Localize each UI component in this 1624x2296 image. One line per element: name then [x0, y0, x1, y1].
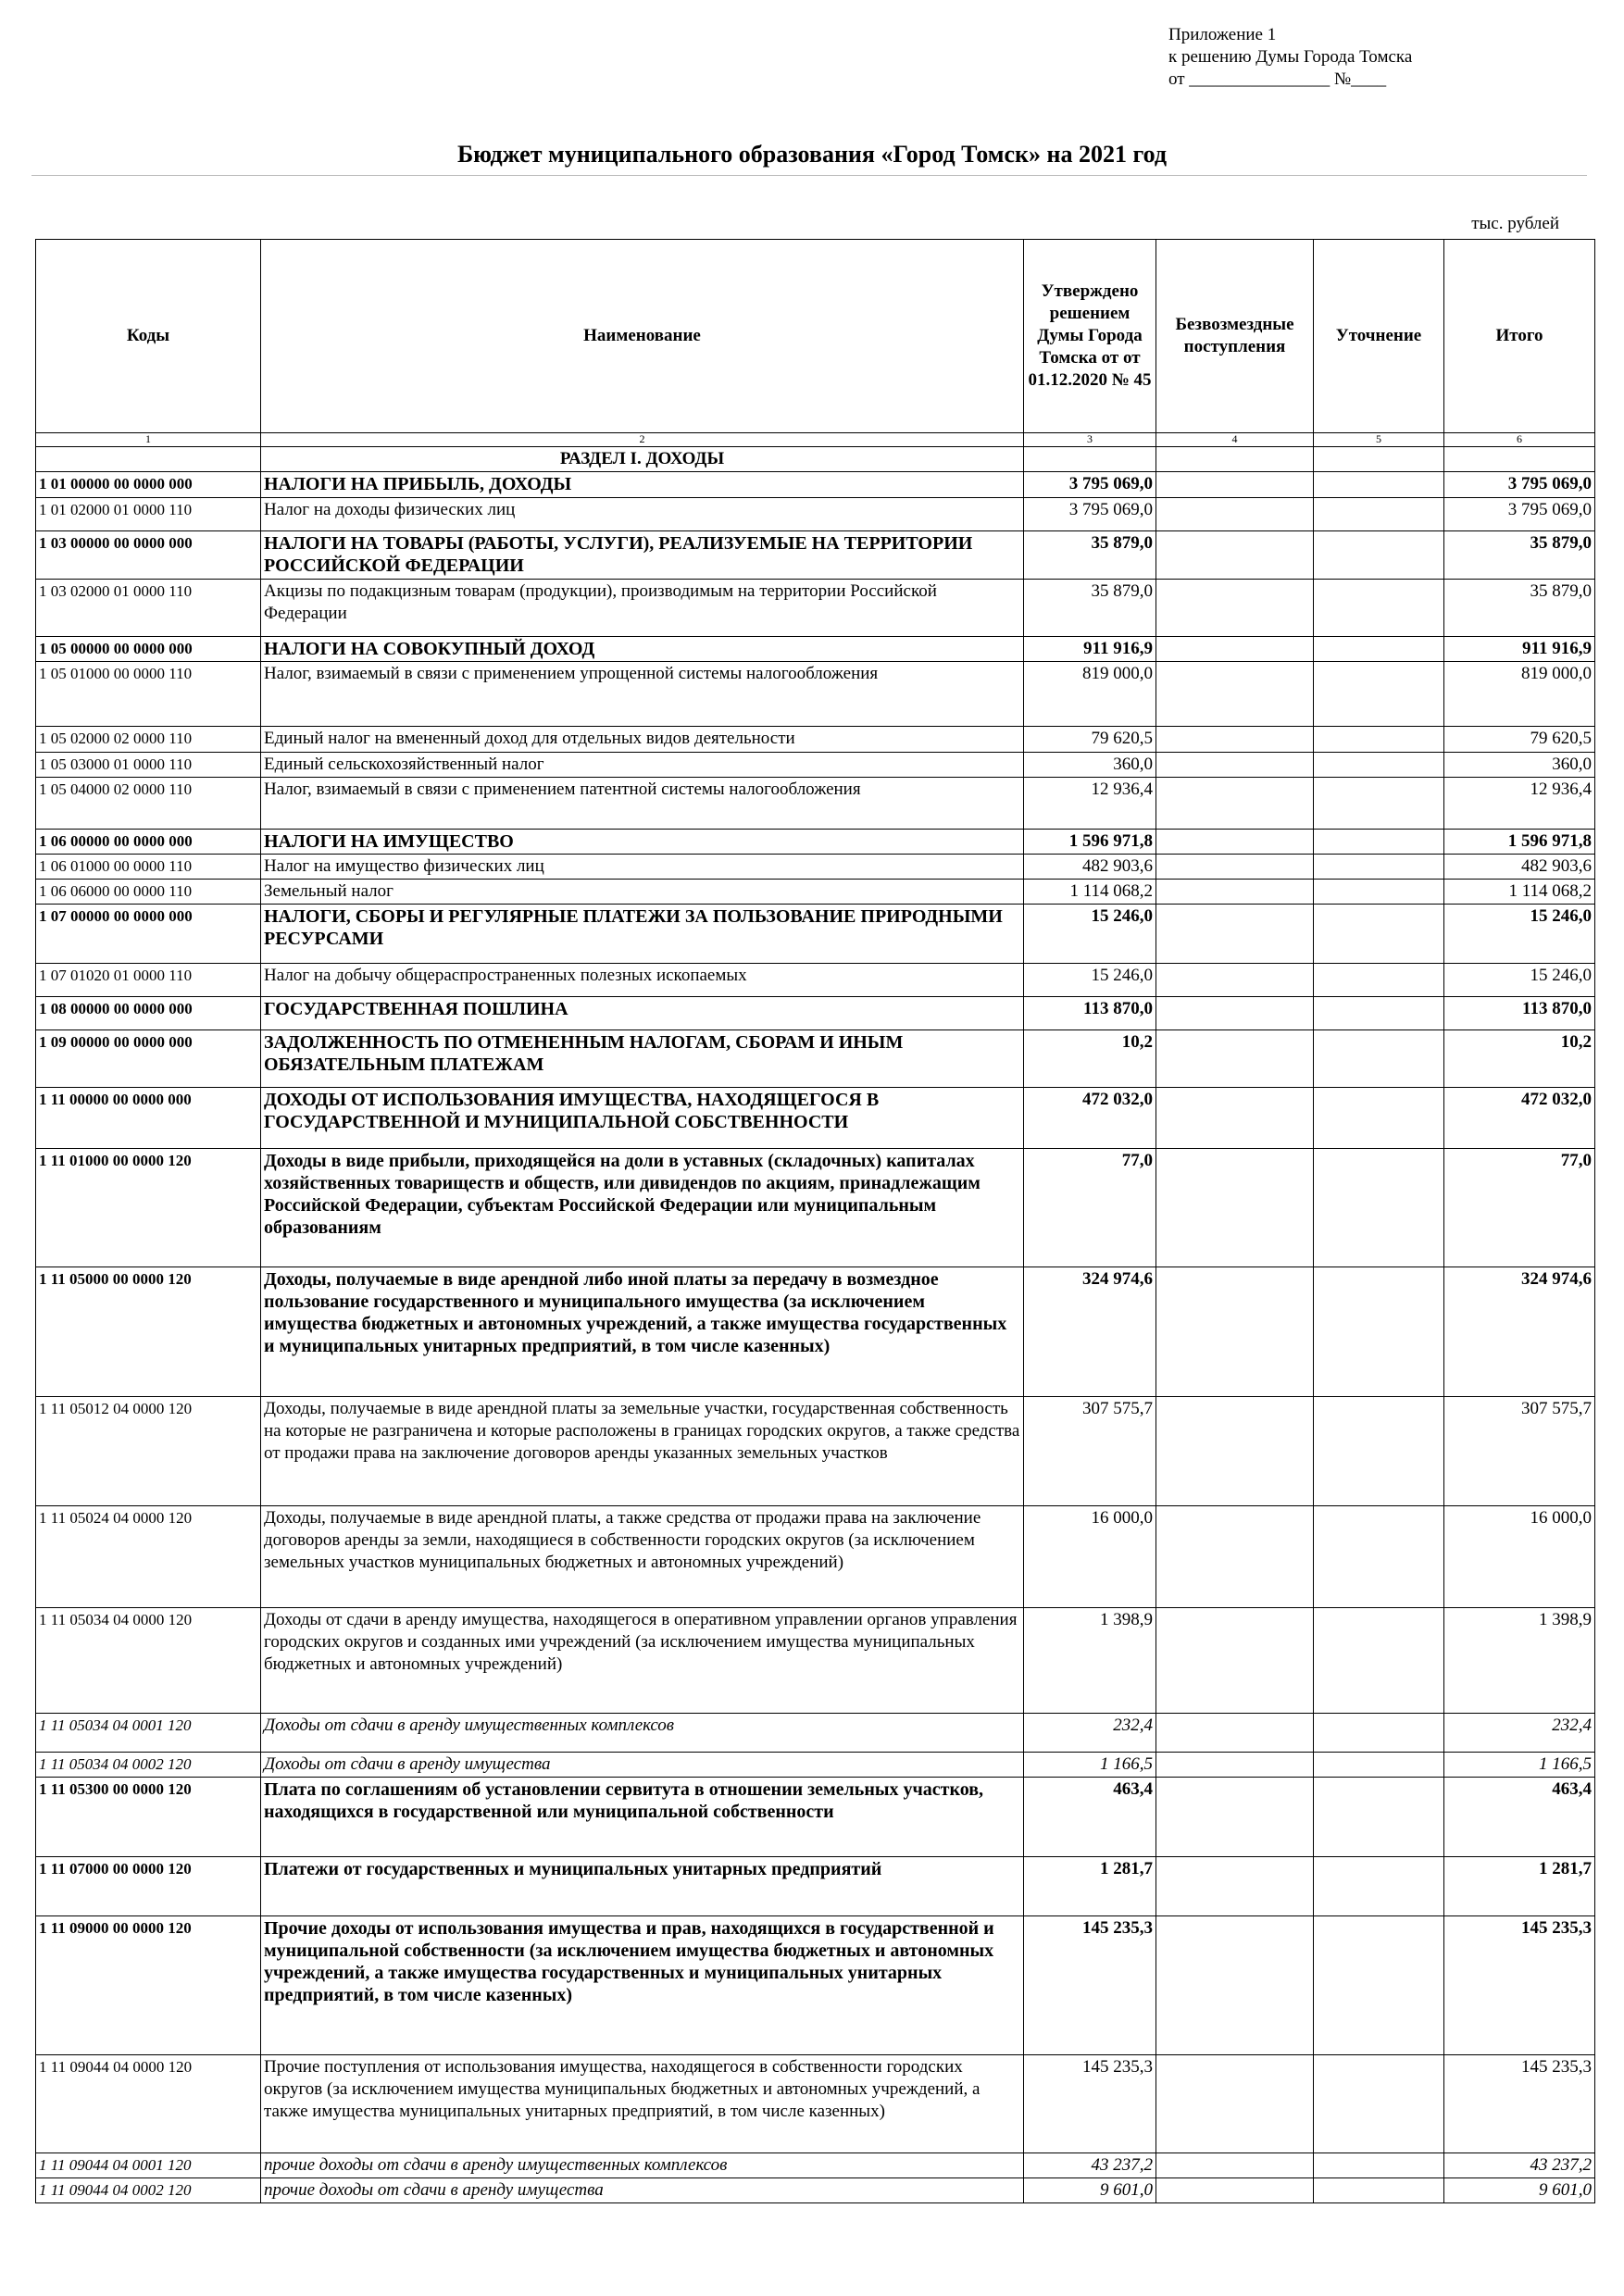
row-code: 1 05 02000 02 0000 110 [36, 727, 261, 753]
row-grants-value [1156, 1778, 1314, 1857]
table-header-row [36, 240, 1595, 433]
row-approved-value: 482 903,6 [1024, 855, 1156, 880]
row-grants-value [1156, 1857, 1314, 1916]
row-approved-value: 10,2 [1024, 1030, 1156, 1088]
document-title: Бюджет муниципального образования «Город Томск» на 2021 год [456, 141, 1168, 168]
row-adjust-value [1314, 1397, 1444, 1506]
row-adjust-value [1314, 637, 1444, 662]
row-code: 1 06 00000 00 0000 000 [36, 830, 261, 855]
row-total-value: 10,2 [1444, 1030, 1595, 1088]
row-adjust-value [1314, 905, 1444, 964]
row-total-value: 77,0 [1444, 1149, 1595, 1267]
units-label: тыс. рублей [1471, 214, 1559, 233]
row-approved-value: 145 235,3 [1024, 1916, 1156, 2055]
row-adjust-value [1314, 2178, 1444, 2203]
table-row [36, 1088, 1595, 1149]
row-grants-value [1156, 1149, 1314, 1267]
title-divider [31, 175, 1587, 176]
row-grants-value [1156, 830, 1314, 855]
row-approved-value: 472 032,0 [1024, 1088, 1156, 1149]
row-total-value: 79 620,5 [1444, 727, 1595, 753]
row-name: Налог на имущество физических лиц [261, 855, 1024, 880]
row-adjust-value [1314, 1088, 1444, 1149]
row-approved-value: 9 601,0 [1024, 2178, 1156, 2203]
row-approved-value: 35 879,0 [1024, 531, 1156, 580]
row-adjust-value [1314, 1753, 1444, 1778]
row-grants-value [1156, 1267, 1314, 1397]
table-row [36, 905, 1595, 964]
row-approved-value: 1 596 971,8 [1024, 830, 1156, 855]
row-adjust-value [1314, 580, 1444, 637]
row-approved-value: 79 620,5 [1024, 727, 1156, 753]
table-row [36, 1857, 1595, 1916]
row-total-value: 463,4 [1444, 1778, 1595, 1857]
column-number: 6 [1444, 433, 1595, 447]
row-adjust-value [1314, 1149, 1444, 1267]
row-total-value: 16 000,0 [1444, 1506, 1595, 1608]
table-row [36, 1267, 1595, 1397]
row-approved-value: 15 246,0 [1024, 964, 1156, 997]
row-approved-value: 360,0 [1024, 753, 1156, 778]
row-name: прочие доходы от сдачи в аренду имущества [261, 2178, 1024, 2203]
row-total-value: 35 879,0 [1444, 531, 1595, 580]
row-name: Единый сельскохозяйственный налог [261, 753, 1024, 778]
section-title: РАЗДЕЛ I. ДОХОДЫ [261, 447, 1024, 472]
row-adjust-value [1314, 778, 1444, 830]
row-approved-value: 12 936,4 [1024, 778, 1156, 830]
row-total-value: 1 114 068,2 [1444, 880, 1595, 905]
table-row [36, 1397, 1595, 1506]
row-grants-value [1156, 662, 1314, 727]
row-total-value: 360,0 [1444, 753, 1595, 778]
row-approved-value: 324 974,6 [1024, 1267, 1156, 1397]
row-approved-value: 1 281,7 [1024, 1857, 1156, 1916]
row-total-value: 15 246,0 [1444, 964, 1595, 997]
table-row [36, 830, 1595, 855]
row-grants-value [1156, 905, 1314, 964]
row-code: 1 05 03000 01 0000 110 [36, 753, 261, 778]
table-row [36, 662, 1595, 727]
row-grants-value [1156, 1088, 1314, 1149]
row-name: Доходы от сдачи в аренду имущества [261, 1753, 1024, 1778]
row-total-value: 12 936,4 [1444, 778, 1595, 830]
row-total-value: 145 235,3 [1444, 2055, 1595, 2153]
row-adjust-value [1314, 2055, 1444, 2153]
row-total-value: 324 974,6 [1444, 1267, 1595, 1397]
row-approved-value: 35 879,0 [1024, 580, 1156, 637]
row-approved-value: 819 000,0 [1024, 662, 1156, 727]
row-adjust-value [1314, 1714, 1444, 1753]
row-name: Налог на добычу общераспространенных полезных ископаемых [261, 964, 1024, 997]
row-code: 1 01 02000 01 0000 110 [36, 498, 261, 531]
row-name: Прочие поступления от использования имущества, находящегося в собственности городских округов (за исключением имущества муниципальных бюджетных и автономных учреждений, а также имущества муниципальных унитарных предприятий, в том числе казенных) [261, 2055, 1024, 2153]
row-grants-value [1156, 778, 1314, 830]
row-approved-value: 911 916,9 [1024, 637, 1156, 662]
column-header-adjust: Уточнение [1314, 240, 1444, 433]
row-code: 1 03 00000 00 0000 000 [36, 531, 261, 580]
row-code: 1 06 06000 00 0000 110 [36, 880, 261, 905]
table-row [36, 2055, 1595, 2153]
row-approved-value: 43 237,2 [1024, 2153, 1156, 2178]
row-code: 1 01 00000 00 0000 000 [36, 472, 261, 498]
row-total-value: 1 398,9 [1444, 1608, 1595, 1714]
row-approved-value: 3 795 069,0 [1024, 498, 1156, 531]
row-code: 1 06 01000 00 0000 110 [36, 855, 261, 880]
row-name: Акцизы по подакцизным товарам (продукции), производимым на территории Российской Федерации [261, 580, 1024, 637]
table-row [36, 2153, 1595, 2178]
row-code: 1 08 00000 00 0000 000 [36, 997, 261, 1030]
row-total-value: 145 235,3 [1444, 1916, 1595, 2055]
appendix-line-3: от ________________ №____ [1168, 69, 1387, 89]
table-row [36, 1778, 1595, 1857]
table-row [36, 855, 1595, 880]
column-header-name: Наименование [261, 240, 1024, 433]
row-grants-value [1156, 753, 1314, 778]
table-row [36, 778, 1595, 830]
table-row [36, 580, 1595, 637]
row-grants-value [1156, 2153, 1314, 2178]
row-name: НАЛОГИ НА СОВОКУПНЫЙ ДОХОД [261, 637, 1024, 662]
row-code: 1 11 05000 00 0000 120 [36, 1267, 261, 1397]
row-grants-value [1156, 1916, 1314, 2055]
row-name: ЗАДОЛЖЕННОСТЬ ПО ОТМЕНЕННЫМ НАЛОГАМ, СБОРАМ И ИНЫМ ОБЯЗАТЕЛЬНЫМ ПЛАТЕЖАМ [261, 1030, 1024, 1088]
row-code: 1 11 07000 00 0000 120 [36, 1857, 261, 1916]
row-name: НАЛОГИ НА ТОВАРЫ (РАБОТЫ, УСЛУГИ), РЕАЛИЗУЕМЫЕ НА ТЕРРИТОРИИ РОССИЙСКОЙ ФЕДЕРАЦИИ [261, 531, 1024, 580]
row-grants-value [1156, 580, 1314, 637]
row-grants-value [1156, 1714, 1314, 1753]
row-name: НАЛОГИ НА ИМУЩЕСТВО [261, 830, 1024, 855]
row-grants-value [1156, 637, 1314, 662]
column-number: 4 [1156, 433, 1314, 447]
table-row [36, 637, 1595, 662]
row-code: 1 11 09000 00 0000 120 [36, 1916, 261, 2055]
row-grants-value [1156, 2178, 1314, 2203]
row-name: НАЛОГИ, СБОРЫ И РЕГУЛЯРНЫЕ ПЛАТЕЖИ ЗА ПОЛЬЗОВАНИЕ ПРИРОДНЫМИ РЕСУРСАМИ [261, 905, 1024, 964]
row-adjust-value [1314, 1778, 1444, 1857]
row-adjust-value [1314, 662, 1444, 727]
row-grants-value [1156, 498, 1314, 531]
row-total-value: 35 879,0 [1444, 580, 1595, 637]
row-code: 1 11 00000 00 0000 000 [36, 1088, 261, 1149]
row-total-value: 232,4 [1444, 1714, 1595, 1753]
row-code: 1 11 01000 00 0000 120 [36, 1149, 261, 1267]
row-adjust-value [1314, 727, 1444, 753]
row-total-value: 43 237,2 [1444, 2153, 1595, 2178]
row-code: 1 07 00000 00 0000 000 [36, 905, 261, 964]
column-header-approved: Утверждено решением Думы Города Томска от от 01.12.2020 № 45 [1024, 240, 1156, 433]
row-name: Единый налог на вмененный доход для отдельных видов деятельности [261, 727, 1024, 753]
table-row [36, 964, 1595, 997]
row-name: Налог на доходы физических лиц [261, 498, 1024, 531]
row-grants-value [1156, 1397, 1314, 1506]
row-approved-value: 15 246,0 [1024, 905, 1156, 964]
column-header-grants: Безвозмездные поступления [1156, 240, 1314, 433]
table-row [36, 531, 1595, 580]
row-grants-value [1156, 1753, 1314, 1778]
row-approved-value: 16 000,0 [1024, 1506, 1156, 1608]
row-name: Налог, взимаемый в связи с применением патентной системы налогообложения [261, 778, 1024, 830]
row-approved-value: 3 795 069,0 [1024, 472, 1156, 498]
row-approved-value: 307 575,7 [1024, 1397, 1156, 1506]
row-grants-value [1156, 531, 1314, 580]
row-name: Земельный налог [261, 880, 1024, 905]
column-number: 3 [1024, 433, 1156, 447]
table-row [36, 2178, 1595, 2203]
table-row [36, 1506, 1595, 1608]
table-row [36, 498, 1595, 531]
row-code: 1 07 01020 01 0000 110 [36, 964, 261, 997]
row-total-value: 113 870,0 [1444, 997, 1595, 1030]
row-name: Налог, взимаемый в связи с применением упрощенной системы налогообложения [261, 662, 1024, 727]
row-adjust-value [1314, 472, 1444, 498]
row-total-value: 15 246,0 [1444, 905, 1595, 964]
row-approved-value: 1 114 068,2 [1024, 880, 1156, 905]
row-grants-value [1156, 2055, 1314, 2153]
row-code: 1 11 05034 04 0001 120 [36, 1714, 261, 1753]
table-row [36, 1608, 1595, 1714]
appendix-note [1168, 24, 1594, 91]
row-name: Плата по соглашениям об установлении сервитута в отношении земельных участков, находящихся в государственной или муниципальной собственности [261, 1778, 1024, 1857]
row-code: 1 11 05012 04 0000 120 [36, 1397, 261, 1506]
row-total-value: 1 166,5 [1444, 1753, 1595, 1778]
table-row [36, 1714, 1595, 1753]
row-approved-value: 1 398,9 [1024, 1608, 1156, 1714]
table-row [36, 753, 1595, 778]
row-adjust-value [1314, 498, 1444, 531]
row-grants-value [1156, 964, 1314, 997]
row-code: 1 11 05034 04 0000 120 [36, 1608, 261, 1714]
row-grants-value [1156, 997, 1314, 1030]
row-adjust-value [1314, 997, 1444, 1030]
row-total-value: 307 575,7 [1444, 1397, 1595, 1506]
row-total-value: 819 000,0 [1444, 662, 1595, 727]
row-total-value: 3 795 069,0 [1444, 472, 1595, 498]
row-approved-value: 232,4 [1024, 1714, 1156, 1753]
row-grants-value [1156, 727, 1314, 753]
row-adjust-value [1314, 1267, 1444, 1397]
row-name: Доходы, получаемые в виде арендной платы за земельные участки, государственная собственность на которые не разграничена и которые расположены в границах городских округов, а также средства от продажи права на заключение договоров аренды указанных земельных участков [261, 1397, 1024, 1506]
table-row [36, 1916, 1595, 2055]
row-adjust-value [1314, 964, 1444, 997]
row-adjust-value [1314, 531, 1444, 580]
table-row [36, 472, 1595, 498]
row-adjust-value [1314, 753, 1444, 778]
row-adjust-value [1314, 1608, 1444, 1714]
row-name: Платежи от государственных и муниципальных унитарных предприятий [261, 1857, 1024, 1916]
row-adjust-value [1314, 1916, 1444, 2055]
row-code: 1 11 05300 00 0000 120 [36, 1778, 261, 1857]
row-name: Доходы в виде прибыли, приходящейся на доли в уставных (складочных) капиталах хозяйственных товариществ и обществ, или дивидендов по акциям, принадлежащим Российской Федерации, субъектам Российской Федерации или муниципальным образованиям [261, 1149, 1024, 1267]
row-code: 1 05 04000 02 0000 110 [36, 778, 261, 830]
row-name: Доходы от сдачи в аренду имущества, находящегося в оперативном управлении органов управления городских округов и созданных ими учреждений (за исключением имущества муниципальных бюджетных и автономных учреждений) [261, 1608, 1024, 1714]
table-row [36, 1753, 1595, 1778]
column-number: 2 [261, 433, 1024, 447]
row-code: 1 05 01000 00 0000 110 [36, 662, 261, 727]
row-adjust-value [1314, 1506, 1444, 1608]
row-code: 1 11 05034 04 0002 120 [36, 1753, 261, 1778]
row-adjust-value [1314, 2153, 1444, 2178]
table-row [36, 1149, 1595, 1267]
row-approved-value: 1 166,5 [1024, 1753, 1156, 1778]
row-adjust-value [1314, 1857, 1444, 1916]
row-adjust-value [1314, 880, 1444, 905]
table-row [36, 997, 1595, 1030]
row-approved-value: 145 235,3 [1024, 2055, 1156, 2153]
appendix-line-1: Приложение 1 [1168, 25, 1277, 44]
row-approved-value: 113 870,0 [1024, 997, 1156, 1030]
row-name: Доходы, получаемые в виде арендной либо иной платы за передачу в возмездное пользование государственного и муниципального имущества (за исключением имущества бюджетных и автономных учреждений, а также имущества государственных и муниципальных унитарных предприятий, в том числе казенных) [261, 1267, 1024, 1397]
section-row [36, 447, 1595, 472]
row-name: Прочие доходы от использования имущества и прав, находящихся в государственной и муниципальной собственности (за исключением имущества бюджетных и автономных учреждений, а также имущества государственных и муниципальных унитарных предприятий, в том числе казенных) [261, 1916, 1024, 2055]
row-total-value: 472 032,0 [1444, 1088, 1595, 1149]
row-grants-value [1156, 1030, 1314, 1088]
row-code: 1 11 09044 04 0002 120 [36, 2178, 261, 2203]
row-total-value: 1 596 971,8 [1444, 830, 1595, 855]
row-code: 1 11 09044 04 0000 120 [36, 2055, 261, 2153]
row-total-value: 911 916,9 [1444, 637, 1595, 662]
row-name: Доходы, получаемые в виде арендной платы, а также средства от продажи права на заключение договоров аренды за земли, находящиеся в собственности городских округов (за исключением земельных участков муниципальных бюджетных и автономных учреждений) [261, 1506, 1024, 1608]
row-total-value: 482 903,6 [1444, 855, 1595, 880]
row-code: 1 11 05024 04 0000 120 [36, 1506, 261, 1608]
row-grants-value [1156, 880, 1314, 905]
row-grants-value [1156, 1608, 1314, 1714]
column-number-row [36, 433, 1595, 447]
row-code: 1 11 09044 04 0001 120 [36, 2153, 261, 2178]
row-adjust-value [1314, 1030, 1444, 1088]
column-number: 5 [1314, 433, 1444, 447]
row-total-value: 9 601,0 [1444, 2178, 1595, 2203]
row-approved-value: 77,0 [1024, 1149, 1156, 1267]
row-adjust-value [1314, 830, 1444, 855]
row-total-value: 3 795 069,0 [1444, 498, 1595, 531]
column-header-code: Коды [36, 240, 261, 433]
row-code: 1 05 00000 00 0000 000 [36, 637, 261, 662]
column-header-total: Итого [1444, 240, 1595, 433]
column-number: 1 [36, 433, 261, 447]
row-name: Доходы от сдачи в аренду имущественных комплексов [261, 1714, 1024, 1753]
row-name: прочие доходы от сдачи в аренду имущественных комплексов [261, 2153, 1024, 2178]
table-row [36, 727, 1595, 753]
row-grants-value [1156, 855, 1314, 880]
table-row [36, 880, 1595, 905]
row-code: 1 03 02000 01 0000 110 [36, 580, 261, 637]
row-adjust-value [1314, 855, 1444, 880]
appendix-line-2: к решению Думы Города Томска [1168, 47, 1413, 67]
row-name: ГОСУДАРСТВЕННАЯ ПОШЛИНА [261, 997, 1024, 1030]
row-grants-value [1156, 472, 1314, 498]
row-code: 1 09 00000 00 0000 000 [36, 1030, 261, 1088]
row-name: НАЛОГИ НА ПРИБЫЛЬ, ДОХОДЫ [261, 472, 1024, 498]
row-total-value: 1 281,7 [1444, 1857, 1595, 1916]
table-row [36, 1030, 1595, 1088]
budget-table [35, 239, 1595, 2203]
row-approved-value: 463,4 [1024, 1778, 1156, 1857]
row-name: ДОХОДЫ ОТ ИСПОЛЬЗОВАНИЯ ИМУЩЕСТВА, НАХОДЯЩЕГОСЯ В ГОСУДАРСТВЕННОЙ И МУНИЦИПАЛЬНОЙ СОБСТВЕННОСТИ [261, 1088, 1024, 1149]
row-grants-value [1156, 1506, 1314, 1608]
